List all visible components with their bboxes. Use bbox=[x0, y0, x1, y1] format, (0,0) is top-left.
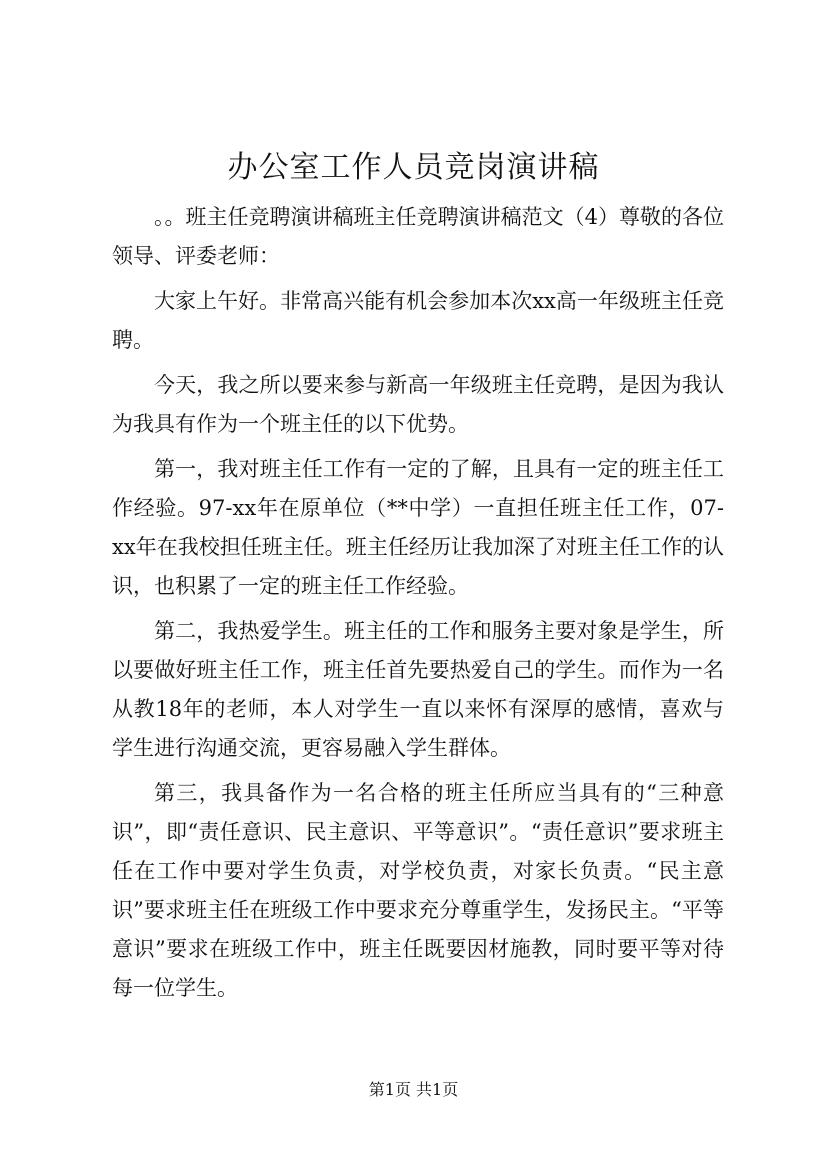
page-footer: 第1页 共1页 bbox=[368, 1080, 459, 1099]
paragraph-point-three: 第三，我具备作为一名合格的班主任所应当具有的“三种意识”，即“责任意识、民主意识、平等意识”。“责任意识”要求班主任在工作中要对学生负责，对学校负责，对家长负责。“民主意识”要求班主任在班级工作中要求充分尊重学生，发扬民主。“平等意识”要求在班级工作中，班主任既要因材施教，同时要平等对待每一位学生。 bbox=[112, 781, 724, 1000]
paragraph-intro: 今天，我之所以要来参与新高一年级班主任竞聘，是因为我认为我具有作为一个班主任的以下优势。 bbox=[112, 373, 724, 436]
document-title: 办公室工作人员竞岗演讲稿 bbox=[227, 150, 600, 185]
paragraph-opening: 大家上午好。非常高兴能有机会参加本次xx高一年级班主任竞聘。 bbox=[112, 289, 724, 352]
paragraph-point-two: 第二，我热爱学生。班主任的工作和服务主要对象是学生，所以要做好班主任工作，班主任首先要热爱自己的学生。而作为一名从教18年的老师，本人对学生一直以来怀有深厚的感情，喜欢与学生进行沟通交流，更容易融入学生群体。 bbox=[112, 619, 724, 760]
paragraph-point-one: 第一，我对班主任工作有一定的了解，且具有一定的班主任工作经验。97-xx年在原单位（**中学）一直担任班主任工作，07-xx年在我校担任班主任。班主任经历让我加深了对班主任工作的认识，也积累了一定的班主任工作经验。 bbox=[112, 457, 724, 598]
document-body bbox=[112, 198, 724, 1014]
paragraph-greeting: 。。班主任竞聘演讲稿班主任竞聘演讲稿范文（4）尊敬的各位领导、评委老师： bbox=[112, 205, 724, 268]
